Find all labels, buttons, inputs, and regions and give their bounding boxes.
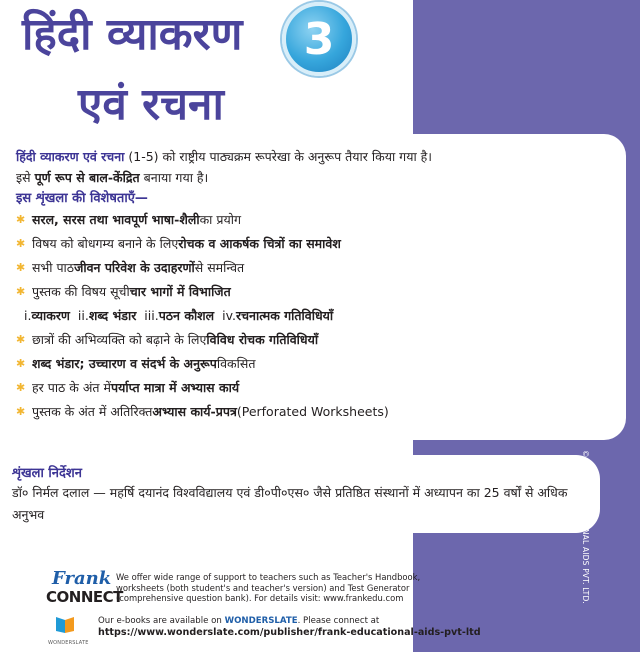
star-bullet-icon: ✱ bbox=[16, 405, 26, 418]
book-title-line2: एवं रचना bbox=[78, 79, 224, 130]
feature-text: सभी पाठ bbox=[32, 260, 75, 275]
star-bullet-icon: ✱ bbox=[16, 213, 26, 226]
feature-item bbox=[16, 400, 616, 424]
feature-item bbox=[16, 352, 616, 376]
star-bullet-icon: ✱ bbox=[16, 285, 26, 298]
part-number: i. bbox=[24, 308, 32, 323]
book-icon bbox=[54, 616, 76, 634]
feature-bold: रोचक व आकर्षक चित्रों का समावेश bbox=[178, 236, 341, 251]
intro-text-3: बनाया गया है। bbox=[139, 170, 209, 185]
part-label: व्याकरण bbox=[31, 308, 70, 323]
feature-item bbox=[16, 328, 616, 352]
intro-emphasis: पूर्ण रूप से बाल-केंद्रित bbox=[34, 170, 140, 185]
feature-item bbox=[16, 232, 616, 256]
part-label: शब्द भंडार bbox=[88, 308, 137, 323]
intro-range: (1-5) bbox=[124, 149, 163, 164]
star-bullet-icon: ✱ bbox=[16, 381, 26, 394]
part-label: पठन कौशल bbox=[158, 308, 215, 323]
book-title-line1: हिंदी व्याकरण bbox=[22, 9, 243, 60]
feature-item bbox=[16, 376, 616, 400]
feature-text: विषय को बोधगम्य बनाने के लिए bbox=[32, 236, 179, 251]
teacher-support-text: We offer wide range of support to teachers such as Teacher's Handbook, worksheets (both student's and teacher's version) and Test Generator (comprehensive question bank). For details visit: www.frankedu.com bbox=[116, 572, 421, 603]
part-label: रचनात्मक गतिविधियाँ bbox=[235, 308, 334, 323]
feature-text: हर पाठ के अंत में bbox=[32, 380, 111, 395]
feature-bold: चार भागों में विभाजित bbox=[129, 284, 231, 299]
feature-item bbox=[16, 208, 616, 232]
intro-paragraph bbox=[16, 146, 606, 188]
part-number: iv. bbox=[222, 308, 236, 323]
series-editor-text: डॉ० निर्मल दलाल — महर्षि दयानंद विश्वविद्यालय एवं डी०पी०एस० जैसे प्रतिष्ठित संस्थानों में अध्यापन का 25 वर्षों से अधिक अनुभव bbox=[12, 485, 568, 522]
feature-bold: जीवन परिवेश के उदाहरणों bbox=[74, 260, 195, 275]
feature-bold: अभ्यास कार्य-प्रपत्र bbox=[152, 404, 237, 419]
feature-item bbox=[16, 256, 616, 280]
wonderslate-logo: WONDERSLATE bbox=[48, 616, 88, 650]
feature-bold: पर्याप्त मात्रा में अभ्यास कार्य bbox=[111, 380, 240, 395]
feature-item bbox=[16, 280, 616, 304]
intro-text-1: को राष्ट्रीय पाठ्यक्रम रूपरेखा के अनुरूप तैयार किया गया है। bbox=[162, 149, 433, 164]
class-number-badge: 3 bbox=[282, 2, 356, 76]
feature-bold: शब्द भंडार; उच्चारण व संदर्भ के अनुरूप bbox=[32, 356, 217, 371]
footer bbox=[0, 570, 640, 652]
wonderslate-link[interactable]: https://www.wonderslate.com/publisher/frank-educational-aids-pvt-ltd bbox=[98, 627, 481, 638]
content-parts-row bbox=[16, 304, 616, 328]
features-list bbox=[16, 208, 616, 424]
feature-text: (Perforated Worksheets) bbox=[236, 404, 389, 419]
features-heading: इस शृंखला की विशेषताएँ— bbox=[16, 191, 148, 206]
star-bullet-icon: ✱ bbox=[16, 237, 26, 250]
intro-text-2: इसे bbox=[16, 170, 35, 185]
intro-book-name: हिंदी व्याकरण एवं रचना bbox=[16, 149, 125, 164]
series-heading: शृंखला निर्देशन bbox=[12, 466, 82, 481]
feature-text: विकसित bbox=[216, 356, 256, 371]
part-number: ii. bbox=[77, 308, 89, 323]
copyright-text: © FRANK EDUCATIONAL AIDS PVT. LTD. bbox=[581, 450, 590, 604]
feature-text: पुस्तक के अंत में अतिरिक्त bbox=[32, 404, 153, 419]
star-bullet-icon: ✱ bbox=[16, 261, 26, 274]
ebook-availability-text: Our e-books are available on WONDERSLATE. Please connect at https://www.wonderslate.com/publisher/frank-educational-aids-pvt-ltd bbox=[98, 616, 481, 638]
part-number: iii. bbox=[144, 308, 159, 323]
feature-text: का प्रयोग bbox=[199, 212, 242, 227]
feature-text: से समन्वित bbox=[194, 260, 245, 275]
feature-text: छात्रों की अभिव्यक्ति को बढ़ाने के लिए bbox=[32, 332, 207, 347]
star-bullet-icon: ✱ bbox=[16, 357, 26, 370]
feature-text: पुस्तक की विषय सूची bbox=[32, 284, 130, 299]
frank-connect-logo: Frank CONNECT bbox=[46, 568, 123, 606]
feature-bold: विविध रोचक गतिविधियाँ bbox=[206, 332, 319, 347]
feature-bold: सरल, सरस तथा भावपूर्ण भाषा-शैली bbox=[32, 212, 200, 227]
star-bullet-icon: ✱ bbox=[16, 333, 26, 346]
